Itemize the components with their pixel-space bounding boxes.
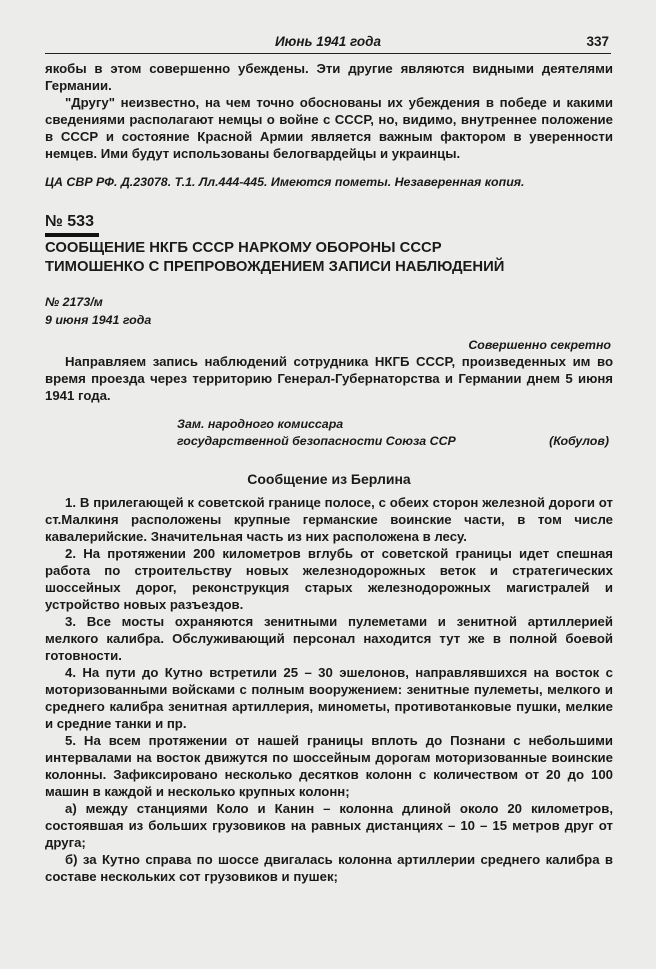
report-item: 1. В прилегающей к советской границе полосе, с обеих сторон железной дороги от ст.Малкиня расположены крупные германские воинские части, в том числе кавалерийские. Значительная часть из них расположена в лесу. [45, 495, 613, 544]
report-item: 4. На пути до Кутно встретили 25 – 30 эшелонов, направлявшихся на восток с моторизованными войсками с полным вооружением: зенитные пулеметы, мелкого и среднего калибра зенитная артиллерия, минометы, противотанковые пушки, мелкие и средние танки и пр. [45, 665, 613, 731]
report-item: 5. На всем протяжении от нашей границы вплоть до Познани с небольшими интервалами на восток движутся по шоссейным дорогам моторизованные воинские колонны. Зафиксировано несколько десятков колонн с количеством от 20 до 100 машин в каждой и несколько крупных колонн; [45, 733, 613, 799]
document-title [45, 239, 613, 277]
page-number: 337 [586, 34, 609, 49]
report-subtitle: Сообщение из Берлина [247, 471, 411, 487]
document-number-rule [45, 233, 99, 237]
intro-paragraph: "Другу" неизвестно, на чем точно обоснованы их убеждения в победе и какими сведениями располагают немцы о войне с СССР, но, видимо, внутреннее положение в СССР и состояние Красной Армии является важным фактором в уверенности немцев. Ими будут использованы белогвардейцы и украинцы. [45, 95, 613, 161]
running-header [45, 33, 611, 54]
page-content [45, 60, 613, 885]
header-title: Июнь 1941 года [274, 34, 382, 49]
document-date: 9 июня 1941 года [45, 313, 152, 327]
signature-name: (Кобулов) [549, 434, 609, 448]
archive-source-note: ЦА СВР РФ. Д.23078. Т.1. Лл.444-445. Имеются пометы. Незаверенная копия. [45, 175, 525, 189]
classification-mark: Совершенно секретно [468, 338, 611, 352]
signature-position-line: государственной безопасности Союза ССР [177, 434, 456, 448]
intro-paragraph-continued: якобы в этом совершенно убеждены. Эти другие являются видными деятелями Германии. [45, 61, 613, 93]
report-subitem: а) между станциями Коло и Канин – колонна длиной около 20 километров, состоявшая из больших грузовиков на равных дистанциях – 10 – 15 метров друг от друга; [45, 801, 613, 850]
document-number: № 533 [45, 213, 94, 230]
document-title-line: ТИМОШЕНКО С ПРЕПРОВОЖДЕНИЕМ ЗАПИСИ НАБЛЮДЕНИЙ [45, 259, 505, 275]
document-title-line: СООБЩЕНИЕ НКГБ СССР НАРКОМУ ОБОРОНЫ СССР [45, 240, 442, 256]
signature-position-line: Зам. народного комиссара [177, 417, 344, 431]
signature-block [45, 416, 613, 452]
cover-letter-text: Направляем запись наблюдений сотрудника НКГБ СССР, произведенных им во время проезда через территорию Генерал-Губернаторства и Германии днем 5 июня 1941 года. [45, 354, 613, 403]
signature-position [177, 416, 456, 450]
report-subitem: б) за Кутно справа по шоссе двигалась колонна артиллерии среднего калибра в составе нескольких сот грузовиков и пушек; [45, 852, 613, 884]
report-item: 3. Все мосты охраняются зенитными пулеметами и зенитной артиллерией мелкого калибра. Обслуживающий персонал находится тут же в полной боевой готовности. [45, 614, 613, 663]
registration-number: № 2173/м [45, 295, 103, 309]
report-item: 2. На протяжении 200 километров вглубь от советской границы идет спешная работа по строительству новых железнодорожных веток и стратегических шоссейных дорог, реконструкция старых железнодорожных магистралей и устройство новых разъездов. [45, 546, 613, 612]
